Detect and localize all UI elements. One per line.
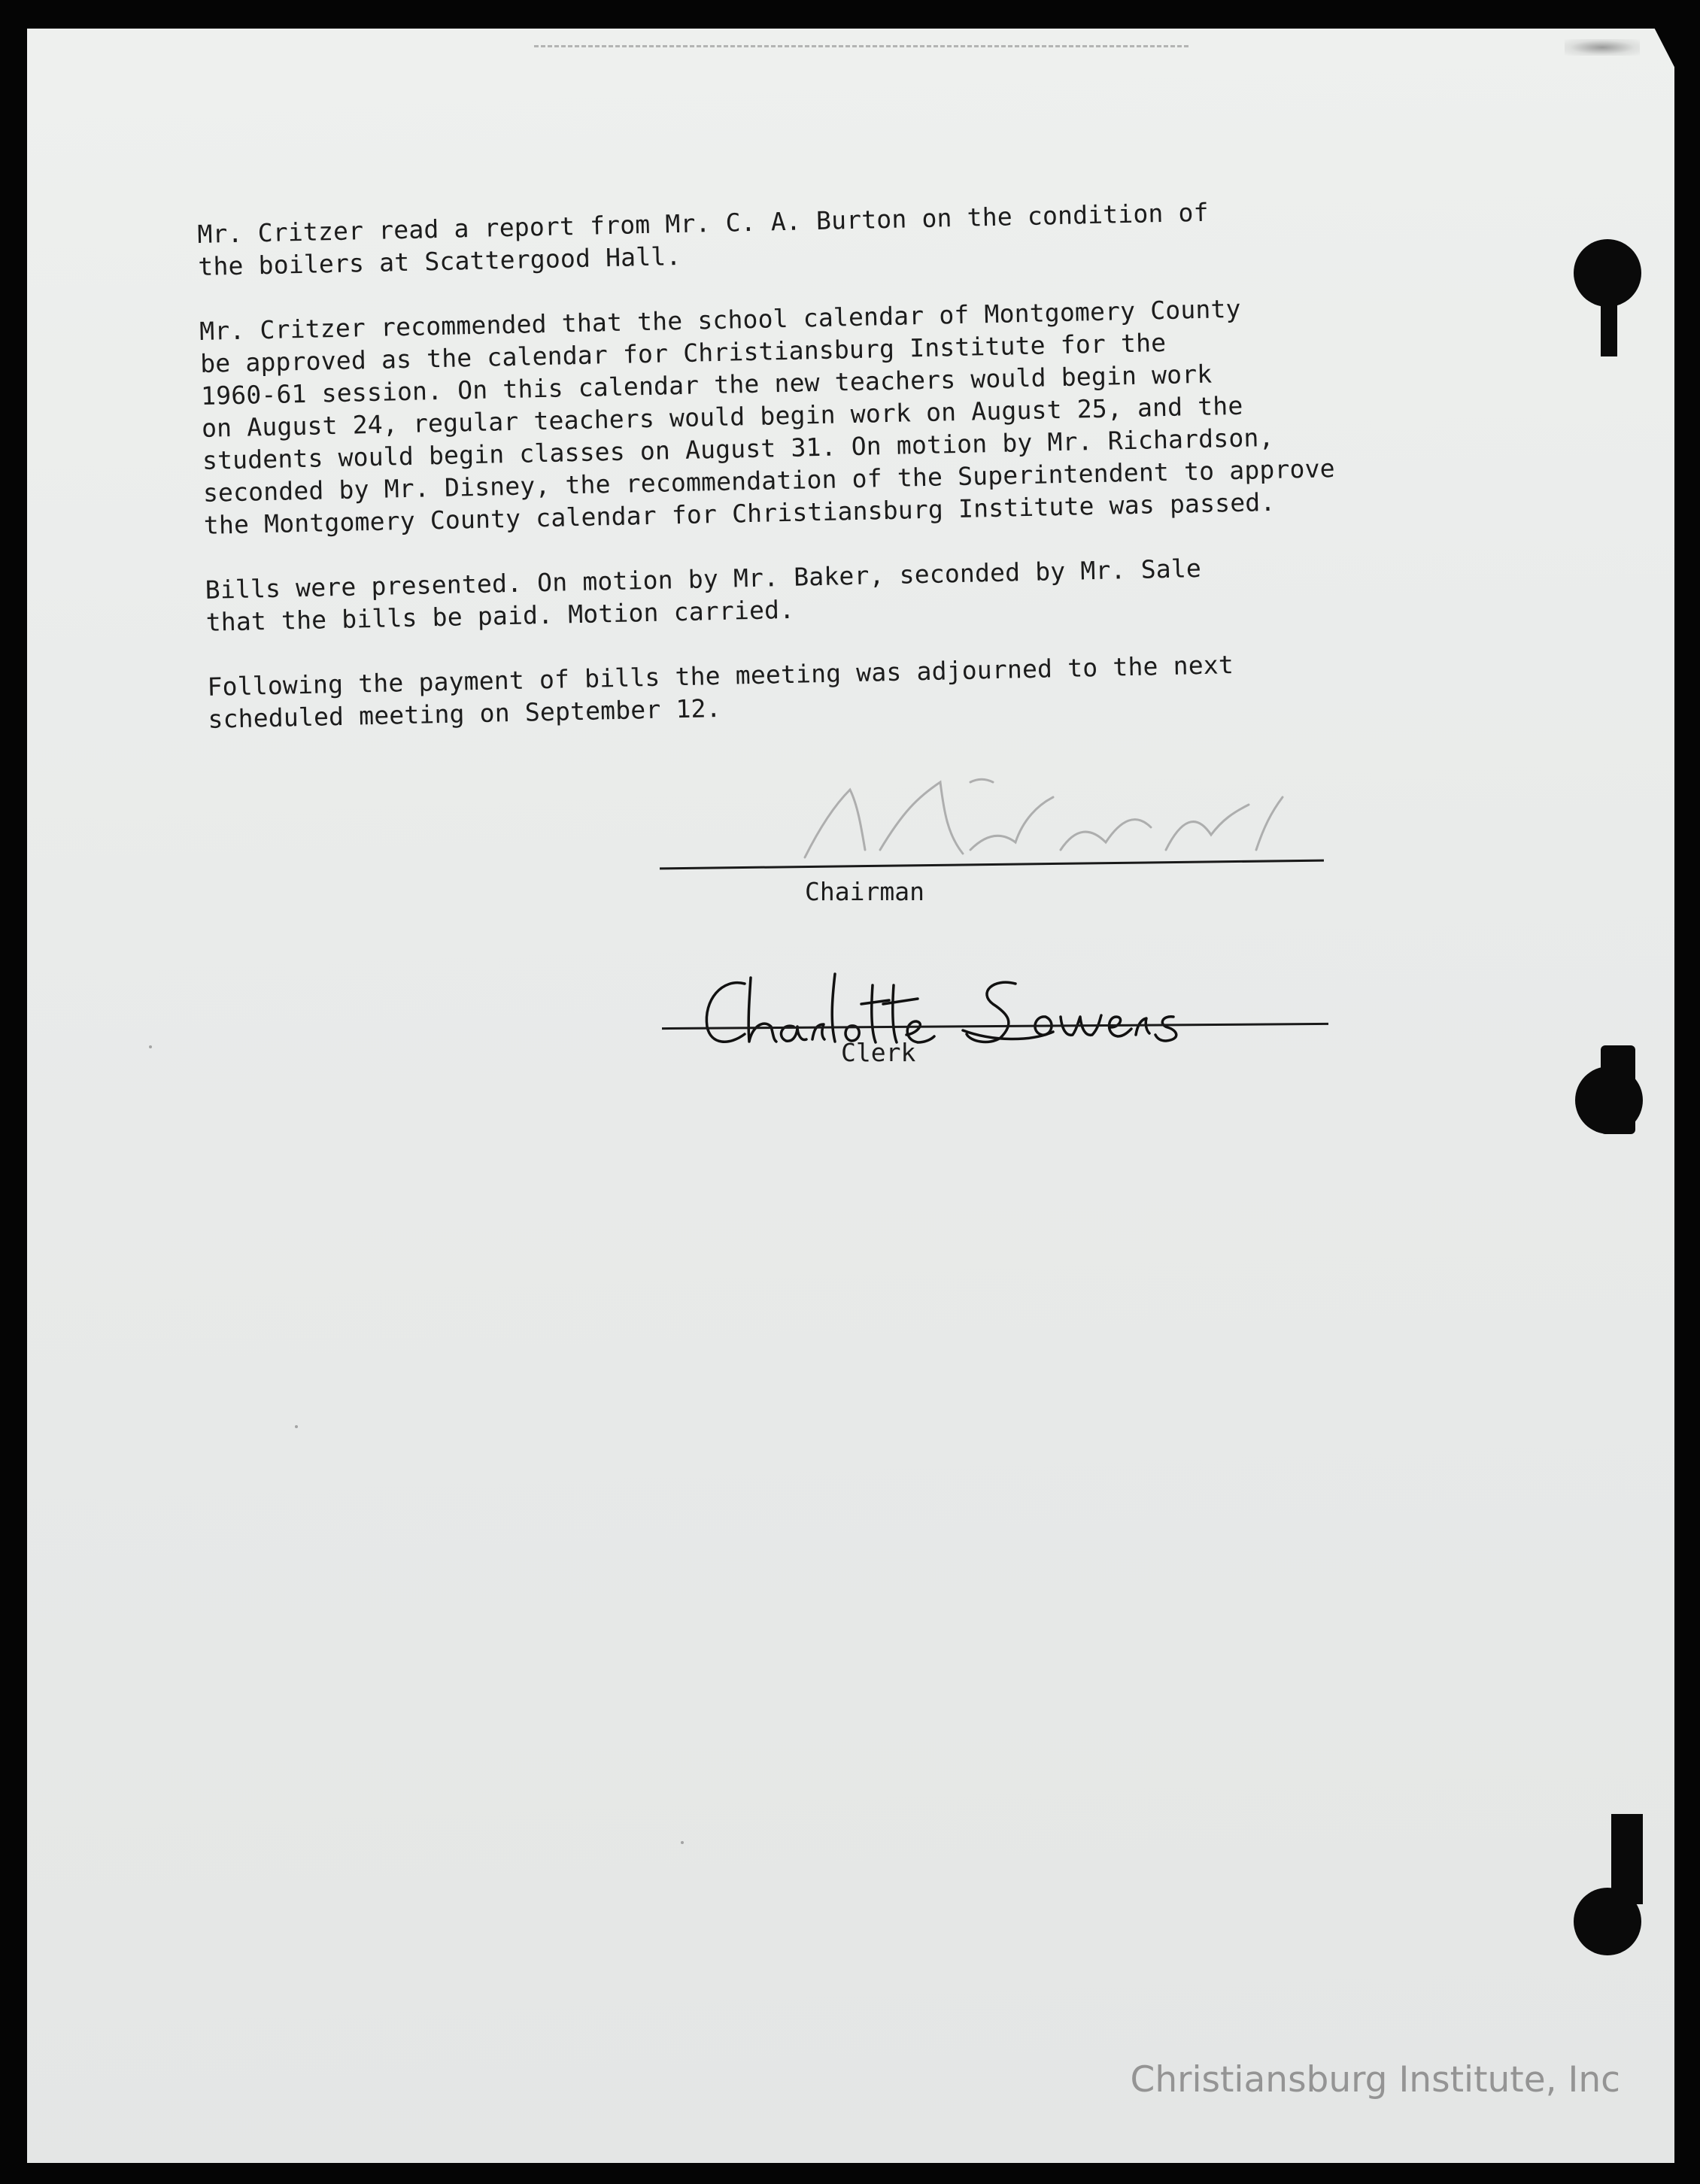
clerk-signature: [692, 970, 1234, 1060]
paragraph-adjournment: Following the payment of bills the meeting was adjourned to the next scheduled meeting on September 12.: [207, 650, 1234, 734]
punch-hole-middle-tab: [1601, 1045, 1635, 1134]
top-edge-marks: [534, 45, 1188, 50]
punch-hole-top-tab: [1601, 293, 1617, 356]
paper-speck: [295, 1425, 298, 1428]
chairman-label: Chairman: [805, 877, 924, 906]
clerk-label: Clerk: [841, 1038, 916, 1067]
corner-smudge: [1565, 39, 1640, 56]
punch-hole-bottom-tab: [1611, 1814, 1643, 1904]
paragraph-bills: Bills were presented. On motion by Mr. Baker, seconded by Mr. Sale that the bills be paid. Motion carried.: [205, 553, 1202, 637]
minutes-text: [197, 190, 1503, 767]
paragraph-school-calendar: Mr. Critzer recommended that the school calendar of Montgomery County be approved as the calendar for Christiansburg Institute for the 1960-61 session. On this calendar the new teachers would begin work on August 24, regular teachers would begin work on August 25, and the students would begin classes on August 31. On motion by Mr. Richardson, seconded by Mr. Disney, the recommendation of the Superintendent to approve the Montgomery County calendar for Christiansburg Institute was passed.: [199, 293, 1336, 540]
watermark-text: Christiansburg Institute, Inc: [1130, 2059, 1620, 2101]
chairman-signature: [790, 760, 1316, 872]
paragraph-boiler-report: Mr. Critzer read a report from Mr. C. A. Burton on the condition of the boilers at Scattergood Hall.: [197, 197, 1210, 281]
paper-speck: [681, 1841, 684, 1844]
paper-speck: [149, 1045, 152, 1048]
